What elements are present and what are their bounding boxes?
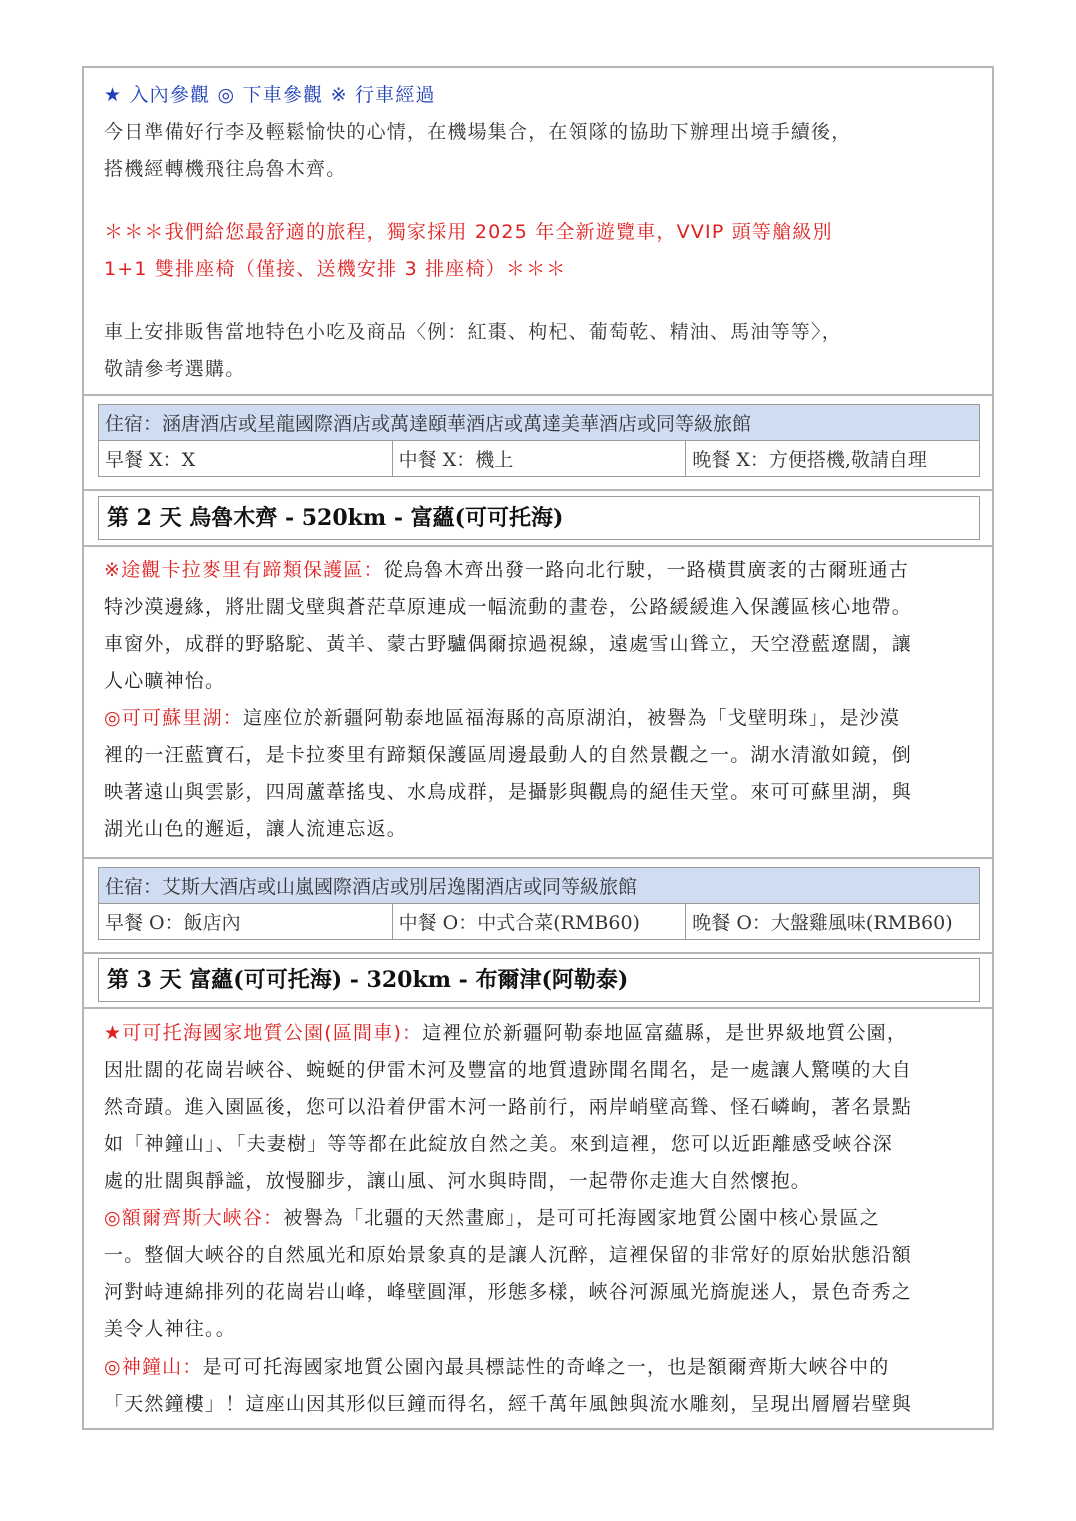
day3-sight1-label: ★可可托海國家地質公園(區間車)： xyxy=(104,1022,423,1044)
day3-sight1-line1: ★可可托海國家地質公園(區間車)：這裡位於新疆阿勒泰地區富蘊縣，是世界級地質公園， xyxy=(104,1022,908,1044)
day3-sight2-line1: ◎額爾齊斯大峽谷：被譽為「北疆的天然畫廊」，是可可托海國家地質公園中核心景區之 xyxy=(104,1207,880,1229)
day2-breakfast: 早餐 O：飯店內 xyxy=(99,904,393,940)
day2-sight2-line1: ◎可可蘇里湖：這座位於新疆阿勒泰地區福海縣的高原湖泊，被譽為「戈壁明珠」，是沙漠 xyxy=(104,707,901,729)
day3-sight2-label: ◎額爾齊斯大峽谷： xyxy=(104,1207,284,1229)
divider xyxy=(84,394,992,396)
day2-accommodation-table xyxy=(98,867,980,940)
day1-shop-line1: 車上安排販售當地特色小吃及商品〈例：紅棗、枸杞、葡萄乾、精油、馬油等等〉， xyxy=(104,321,842,343)
day2-sight1-line2: 特沙漠邊緣，將壯闊戈壁與蒼茫草原連成一幅流動的畫卷，公路緩緩進入保護區核心地帶。 xyxy=(104,596,913,618)
day3-sight3-line1: ◎神鐘山：是可可托海國家地質公園內最具標誌性的奇峰之一，也是額爾齊斯大峽谷中的 xyxy=(104,1356,890,1378)
day3-sight3-line2: 「天然鐘樓」！這座山因其形似巨鐘而得名，經千萬年風蝕與流水雕刻，呈現出層層岩壁與 xyxy=(104,1393,913,1415)
divider xyxy=(84,545,992,547)
divider xyxy=(84,952,992,954)
day3-sight1-line2: 因壯闊的花崗岩峽谷、蜿蜒的伊雷木河及豐富的地質遺跡聞名聞名，是一處讓人驚嘆的大自 xyxy=(104,1059,913,1081)
day3-sight1-line4: 如「神鐘山」、「夫妻樹」等等都在此綻放自然之美。來到這裡，您可以近距離感受峽谷深 xyxy=(104,1133,894,1155)
day2-sight1-line3: 車窗外，成群的野駱駝、黃羊、蒙古野驢偶爾掠過視線，遠處雪山聳立，天空澄藍遼闊，讓 xyxy=(104,633,913,655)
day3-sight2-line3: 河對峙連綿排列的花崗岩山峰，峰壁圓渾，形態多樣，峽谷河源風光旖旎迷人，景色奇秀之 xyxy=(104,1281,913,1303)
day1-intro-line2: 搭機經轉機飛往烏魯木齊。 xyxy=(104,158,347,180)
day1-dinner: 晚餐 X：方便搭機,敬請自理 xyxy=(686,441,980,477)
day2-sight2-line2: 裡的一汪藍寶石，是卡拉麥里有蹄類保護區周邊最動人的自然景觀之一。湖水清澈如鏡，倒 xyxy=(104,744,913,766)
day1-lunch: 中餐 X：機上 xyxy=(392,441,686,477)
day1-breakfast: 早餐 X：X xyxy=(99,441,393,477)
day1-lodging: 住宿：涵唐酒店或星龍國際酒店或萬達頤華酒店或萬達美華酒店或同等級旅館 xyxy=(99,405,980,441)
day3-sight1-line5: 處的壯闊與靜謐，放慢腳步，讓山風、河水與時間，一起帶你走進大自然懷抱。 xyxy=(104,1170,812,1192)
divider xyxy=(84,857,992,859)
day2-sight1-line4: 人心曠神怡。 xyxy=(104,670,226,692)
itinerary-frame xyxy=(82,66,994,1430)
day2-sight1-line1: ※途觀卡拉麥里有蹄類保護區：從烏魯木齊出發一路向北行駛，一路橫貫廣袤的古爾班通古 xyxy=(104,559,909,581)
day2-sight1-label: ※途觀卡拉麥里有蹄類保護區： xyxy=(104,559,384,581)
day2-sight2-label: ◎可可蘇里湖： xyxy=(104,707,243,729)
day2-dinner: 晚餐 O：大盤雞風味(RMB60) xyxy=(686,904,980,940)
day2-lodging: 住宿：艾斯大酒店或山嵐國際酒店或別居逸閣酒店或同等級旅館 xyxy=(99,868,980,904)
day3-sight1-line3: 然奇蹟。進入園區後，您可以沿着伊雷木河一路前行，兩岸峭壁高聳、怪石嶙峋，著名景點 xyxy=(104,1096,913,1118)
day2-sight2-line3: 映著遠山與雲影，四周蘆葦搖曳、水鳥成群，是攝影與觀鳥的絕佳天堂。來可可蘇里湖，與 xyxy=(104,781,913,803)
day2-title: 第 2 天 烏魯木齊 - 520km - 富蘊(可可托海) xyxy=(98,496,980,540)
divider xyxy=(84,489,992,491)
day3-sight2-line2: 一。整個大峽谷的自然風光和原始景象真的是讓人沉醉，這裡保留的非常好的原始狀態沿額 xyxy=(104,1244,913,1266)
day1-promo-line1: ＊＊＊我們給您最舒適的旅程，獨家採用 2025 年全新遊覽車，VVIP 頭等艙級別 xyxy=(104,221,833,243)
day3-sight2-line4: 美令人神往。。 xyxy=(104,1318,236,1340)
legend: ★ 入內參觀 ◎ 下車參觀 ※ 行車經過 xyxy=(104,84,436,106)
divider xyxy=(84,1007,992,1009)
day1-accommodation-table xyxy=(98,404,980,477)
day1-intro-line1: 今日準備好行李及輕鬆愉快的心情，在機場集合，在領隊的協助下辦理出境手續後， xyxy=(104,121,852,143)
day3-title: 第 3 天 富蘊(可可托海) - 320km - 布爾津(阿勒泰) xyxy=(98,958,980,1002)
day1-promo-line2: 1+1 雙排座椅（僅接、送機安排 3 排座椅）＊＊＊ xyxy=(104,258,567,280)
day2-sight2-line4: 湖光山色的邂逅，讓人流連忘返。 xyxy=(104,818,408,840)
day3-sight3-label: ◎神鐘山： xyxy=(104,1356,203,1378)
day1-shop-line2: 敬請參考選購。 xyxy=(104,358,246,380)
day2-lunch: 中餐 O：中式合菜(RMB60) xyxy=(392,904,686,940)
